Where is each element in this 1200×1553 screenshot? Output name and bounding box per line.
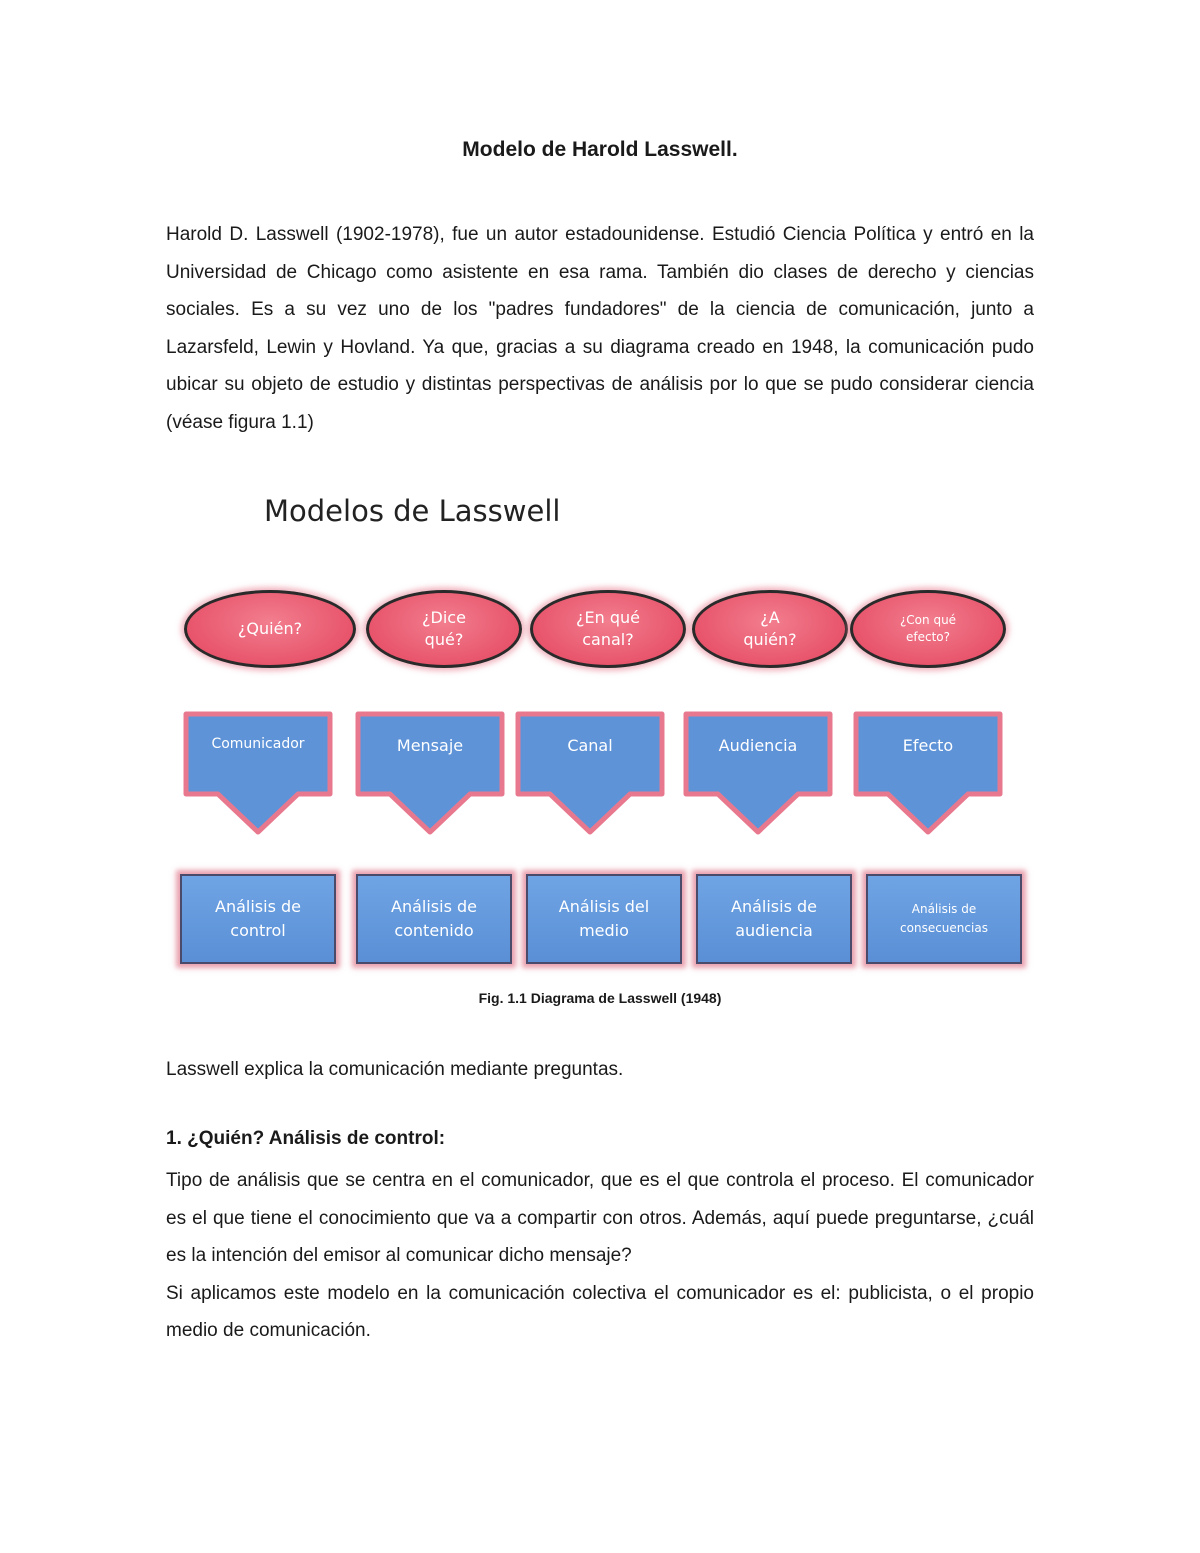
analysis-label: Análisis de audiencia — [731, 897, 817, 940]
question-oval — [184, 590, 356, 668]
element-label: Audiencia — [718, 736, 798, 755]
question-label: ¿Quién? — [237, 619, 303, 638]
down-arrow-icon — [354, 710, 506, 838]
element-label: Mensaje — [396, 736, 464, 755]
element-arrow — [682, 710, 834, 838]
analysis-box — [696, 874, 852, 964]
analysis-label: Análisis de consecuencias — [900, 902, 988, 935]
intro-paragraph: Harold D. Lasswell (1902-1978), fue un autor estadounidense. Estudió Ciencia Política y entró en la Universidad de Chicago como asistente en esa rama. También dio clases de derecho y ciencias sociales. Es a su vez uno de los "padres fundadores" de la ciencia de comunicación, junto a Lazarsfeld, Lewin y Hovland. Ya que, gracias a su diagrama creado en 1948, la comunicación pudo ubicar su objeto de estudio y distintas perspectivas de análisis por lo que se pudo considerar ciencia (véase figura 1.1) — [166, 224, 1034, 433]
section-body — [166, 1162, 1034, 1350]
element-arrow — [182, 710, 334, 838]
question-label: ¿En qué canal? — [576, 608, 640, 649]
element-arrow — [852, 710, 1004, 838]
document-title: Modelo de Harold Lasswell. — [462, 138, 738, 161]
analysis-label: Análisis del medio — [558, 897, 650, 940]
section-paragraph: Tipo de análisis que se centra en el comunicador, que es el que controla el proceso. El comunicador es el que tiene el conocimiento que va a compartir con otros. Además, aquí puede preguntarse, ¿cuál es la intención del emisor al comunicar dicho mensaje? — [166, 1170, 1034, 1266]
section-paragraph: Si aplicamos este modelo en la comunicación colectiva el comunicador es el: publicista, o el propio medio de comunicación. — [166, 1282, 1034, 1341]
analysis-label: Análisis de control — [215, 897, 301, 940]
figure-caption: Fig. 1.1 Diagrama de Lasswell (1948) — [478, 990, 722, 1006]
question-label: ¿A quién? — [743, 608, 797, 649]
elements-row — [170, 710, 1030, 838]
down-arrow-icon — [182, 710, 334, 838]
analyses-row — [170, 870, 1030, 964]
element-arrow — [354, 710, 506, 838]
question-oval — [850, 590, 1006, 668]
element-label: Efecto — [902, 736, 954, 755]
question-oval — [692, 590, 848, 668]
question-label: ¿Dice qué? — [422, 608, 466, 649]
element-label: Canal — [567, 736, 613, 755]
down-arrow-icon — [514, 710, 666, 838]
down-arrow-icon — [852, 710, 1004, 838]
diagram-title: Modelos de Lasswell — [264, 494, 561, 528]
question-oval — [366, 590, 522, 668]
analysis-box — [356, 874, 512, 964]
questions-row — [170, 584, 1030, 670]
analysis-box — [180, 874, 336, 964]
analysis-box — [866, 874, 1022, 964]
element-arrow — [514, 710, 666, 838]
explain-paragraph: Lasswell explica la comunicación mediante preguntas. — [166, 1059, 624, 1080]
lasswell-diagram — [170, 488, 1030, 973]
section-heading: 1. ¿Quién? Análisis de control: — [166, 1128, 446, 1149]
down-arrow-icon — [682, 710, 834, 838]
analysis-label: Análisis de contenido — [391, 897, 477, 940]
analysis-box — [526, 874, 682, 964]
element-label: Comunicador — [211, 736, 305, 752]
question-label: ¿Con qué efecto? — [899, 613, 957, 644]
question-oval — [530, 590, 686, 668]
